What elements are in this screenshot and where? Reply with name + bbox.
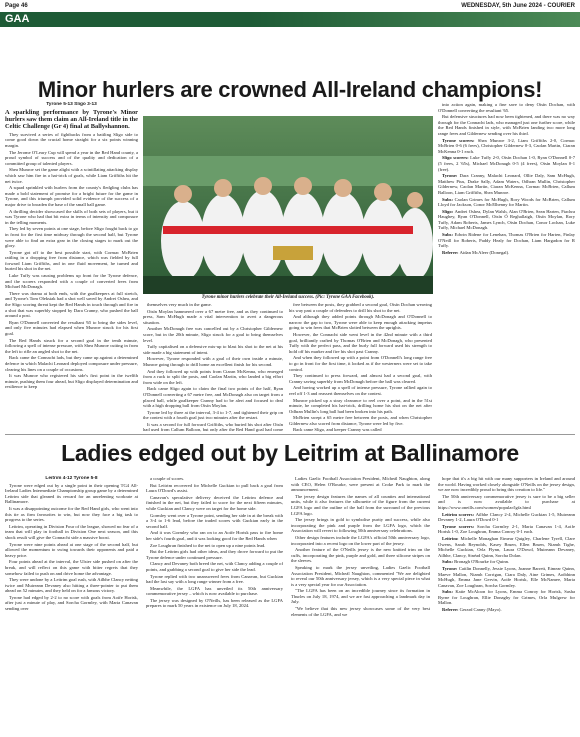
paragraph: Clancy and Devaney both breed the net, with Clancy adding a couple of points, and grabbing a second goal to give her side the lead.: [146, 561, 283, 572]
lineup-entry: [438, 536, 575, 558]
paragraph: The 50th anniversary commemorative jersey is sure to be a big seller and is now available to purchase at https://www.oneills.com/women/popular/lgfa.html: [438, 493, 575, 510]
paragraph: A squad sprinkled with hurlers from the county's fledgling clubs has made a bold statement of promise for a bright future for the game in Tyrone, and this triumph provided solid evidence of the success of a major drive to broaden the base of the small ball game.: [5, 185, 138, 207]
celebration-photo-image: [143, 116, 433, 294]
section-label: GAA: [5, 13, 30, 25]
paragraph: They survived a series of fightbacks from a battling Sligo side to come good down the crucial home straight for a six points winning margin.: [5, 131, 138, 148]
paragraph: It was a second for full forward Griffiths, who buried his shot after Oisín had used from Callum Balloon, but only after the Red Hand goal had come: [143, 421, 283, 433]
section-banner: [0, 12, 580, 27]
paragraph: It was a disappointing outcome for the Red Hand girls, who went into this tie as firm favourites to win, but now they face a big task to progress to the series.: [5, 505, 138, 523]
lineup-text: Caitlin Donnelly, Jessie Lyons, Joanne Barrett, Eimear Quinn, Maeve Mallon, Niamh Corrigan, Ciara Daly, Aine Grimes, Aoibhinn McHugh, Emma Jane Gervin, Aoife Horisk, Elle McNamee, Maria Canavan, Zoe Loughran, Sorcha Gormley.: [438, 565, 575, 588]
lineup-text: Dara Cranny, Malachi Leonard, Ollie Daly, Sam McHugh, Matthew Pius, Drake Sally, Adam Waters, Odhran Mullin, Christopher Gildernew, Caolan Martin, Ciaran McKenna, Cormac McBrien, Callum Balloon, Liam Griffiths, Shea Munroe.: [438, 173, 575, 195]
paragraph: And although they added points through McDonagh and O'Donnell to narrow the gap to two, Tyrone were able to keep enough attacking impetus going to win frees that McBrien slotted between the uprights.: [289, 314, 432, 331]
paragraph: Back came the Connacht lads, but they came up against a determined defence in which Malachi Leonard deployed composure under pressure, clearing his lines on a couple of occasions.: [5, 355, 138, 372]
lineup-label: Sligo:: [442, 208, 455, 214]
lineup-label: Tyrone:: [442, 565, 459, 571]
lineup-label: Sligo scorers:: [442, 155, 471, 161]
lineup-entry: [438, 197, 575, 208]
lineup-text: Caolan Grimes for McHugh, Rory Woods for McBrien, Callum Lloyd for Jackson, Conor McElhenny for Martin.: [438, 196, 575, 208]
paragraph: hope that it's a big hit with our many supporters in Ireland and around the world. Having worked closely alongside O'Neills on the jersey design, we are now incredibly proud to bring this creation to life.": [438, 476, 575, 493]
lineup-text: Katie McAloon for Lyons, Emma Conroy for Horisk, Sasha Byrne for Loughran, Ellie Donaghy for Grimes, Orla Mulgrew for Mallon.: [438, 589, 575, 606]
paragraph: Tyrone got off to the best possible start, with Cormac McBrien rattling in a dropping free from distance, which was fielded by full forward Liam Griffiths, and in one fluid movement, he turned and buried his shot in the net.: [5, 249, 138, 272]
paragraph: But the Leitrim girls had other ideas, and they drove forward to put the Tyrone defence under continued pressure.: [146, 549, 283, 560]
paragraph: But defensive structures had now been tightened, and there was no way through for the Connacht lads, who managed just one further score, while the Red Hands finished in style, with McBrien landing two more long range frees and Gildernew sending over his third.: [438, 114, 575, 136]
masthead: [0, 0, 580, 11]
paragraph: free between the posts, they grabbed a second goal, Oisín Dochan weaving his way past a couple of defenders to drill his shot to the net.: [289, 302, 432, 313]
lineup-text: Edwin Ridene for Lenehan, Thomas O'Brien for Harten, Finlay O'Neill for Roberts, Paddy Healy for Dochan, Liam Hargadon for R Tuffy.: [438, 232, 575, 249]
paragraph: The jersey was designed by O'Neills, has been released as the LGFA prepares to mark 50 years in existence on July 18, 2024.: [146, 597, 283, 609]
lineup-text: Ailbhe Clancy 2-4, Michelle Guckian 1-5, Muireann Devaney 1-2, Laura O'Dowd 0-1: [438, 511, 575, 523]
paragraph: However, Tyrone responded with a goal of their own inside a minute, Munroe going through to drill home an excellent finish for his second.: [143, 356, 283, 367]
lineup-label: Tyrone scorers:: [442, 137, 478, 143]
lineup-entry: [438, 607, 575, 613]
story-divider: [5, 434, 575, 435]
lineup-entry: [438, 512, 575, 523]
paragraph: A thrilling decider showcased the skills of both sets of players, but it was Tyrone who had that bit extra in terms of intensity and composure in the telling moments.: [5, 208, 138, 225]
paragraph: Zoe Loughran finished to the net to open up a nine points lead.: [150, 542, 266, 548]
paragraph: The Red Hands struck for a second goal in the tenth minute, following a spell of intense pressure, with Shea Munroe cutting in from the left to rifle an angled shot to the net.: [5, 337, 138, 354]
lineup-entry: [438, 232, 575, 249]
lineup-entry: [438, 559, 575, 565]
paragraph: Tyrone were nine points ahead at one stage of the second half, but allowed the momentum to swing towards their opponents and paid a heavy price.: [5, 541, 138, 558]
paragraph: Tyrone were edged out by a single point in their opening TG4 All-Ireland Ladies Intermediate Championship group game by a determined Leitrim side that gleaned its reward for an unrelenting workrate at Ballinamore.: [5, 482, 138, 505]
lineup-text: Michelle Monaghan Eimear Quigley, Charlene Tyrell, Clare Owens, Sarah Reynolds, Kasey Bruen, Ellen Bruen, Niamh Tighe, Michelle Guckian, Orla Flynn, Laura O'Dowd, Muireann Devaney, Ailbhe, Clancy, Sinéad Quinn, Sorcha Dolan.: [438, 535, 575, 558]
lineup-label: Tyrone scorers:: [442, 523, 478, 529]
paragraph: Tyrone replied with two unanswered frees from Canavan, but Guckian had the last say with a long range winner from a free.: [146, 573, 283, 585]
paragraph: a couple of scores.: [150, 476, 185, 481]
paragraph: Other design features include the LGFA's official 50th anniversary logo, incorporated into a recent logo on the lower part of the jersey.: [291, 534, 430, 546]
lineup-text: Luke Tuffy 2-0, Oisín Dochan 1-0, Ryan O'Donnell 0-7 (5 frees, 2 '65s), Michael McDonagh 0-5 (4 frees), Oisín Moylan 0-1 (free).: [438, 155, 575, 172]
story1-column-2: [143, 302, 283, 434]
lineup-label: Leitrim:: [442, 535, 461, 541]
paragraph: themselves very much in the game.: [147, 302, 212, 307]
paragraph: into action again, making a fine save to deny Oisín Dochan, with O'Donnell converting the resultant '65.: [438, 102, 575, 113]
paragraph: Tuffy capitalised on a defensive mix-up to blast his shot to the net at his side made a big statement of intent.: [143, 344, 283, 355]
team-photo: [143, 116, 433, 294]
paragraph: Luke Tuffy was causing problems up front for the Tyrone defence, and the scorers responded with a couple of converted frees from Michael McDonagh.: [5, 273, 138, 290]
paragraph: Four points ahead at the interval, the Ulster side pushed on after the break, and will reflect on this game with bitter regrets that they somehow failed to push on and drive home the advantage.: [5, 559, 138, 576]
paragraph: Munroe picked up a stray clearance to reel over a point, and in the 51st minute, he completed his hat-trick, drilling home his shot on the net after Odhran Mullin's long ball had been broken into his path.: [289, 397, 432, 414]
lineup-text: Andrei Oshea, Dylan Walsh, Alan O'Brien, Sean Harten, Fiachra Haughey, Ryan O'Donnell, Oisín Ó Reghallaigh, Oisín Moylan, Rory Tuffy, Adam Roberts, James Lynch, Oisín Dochan, Conor Lochan, Luke Tuffy, Michael McDonagh.: [438, 208, 575, 231]
lineup-text: Bronagh O'Rourke for Quinn.: [454, 559, 510, 565]
paragraph: Another feature of the O'Neills jersey is the new knitted trim on the cuffs, incorporating the pink, purple and gold, and three silicone stripes on the sleeves.: [291, 547, 430, 564]
paragraph: "We believe that this new jersey showcases some of the very best elements of the LGFA, and we: [291, 606, 430, 617]
paragraph: It was Munroe who registered his side's first point in the twelfth minute, pushing them four ahead, but Sligo displayed determination and resilience to keep: [5, 373, 138, 390]
lineup-entry: [438, 589, 575, 606]
story1-lede: A sparkling performance by Tyrone's Minor hurlers saw them claim an All-Ireland title in the Celtic Challenge (Gr 4) final at Ballyshannon.: [5, 108, 138, 131]
paragraph: However, the Connacht side went level in the 42nd minute with a third goal, brilliantly crafted by Thomas O'Brien and McDonagh, who presented Tuffy with the perfect pass, and the burly full forward used his strength to hold off his marker and fire his shot past Cranny.: [289, 331, 432, 354]
paragraph: Ladies Gaelic Football Association President, Mícheál Naughton, along with CEO, Helen O'Rourke, were present at Croke Park to mark the announcement.: [291, 476, 430, 493]
paragraph: But Leitrim recovered for Michelle Guckian to pull back a goal from Laura O'Dowd's assist.: [146, 482, 283, 494]
story2-column-2: [146, 476, 283, 734]
page-number: Page 46: [5, 2, 28, 9]
story1-column-4: [438, 102, 575, 432]
paragraph: Oisín Moylan hammered over a 67 metre free, and as they continued to press, Sam McHugh made a vital intervention to avert a dangerous situation.: [143, 308, 283, 325]
story2-column-4: [438, 476, 575, 734]
lineup-entry: [438, 138, 575, 155]
paragraph: And they followed up with points from Ciaran McKenna, who emerged from a ruck to split the posts, and Caolan Martin, who landed a big effort from wide on the left.: [143, 368, 283, 385]
paragraph: They were undone by a Leitrim goal rush, with Ailbhe Clancy netting twice and Muireann Devaney also hitting a three-pointer to put them ahead on 52 minutes, and they held on for a famous victory.: [5, 577, 138, 594]
paragraph: Back came Sligo again to claim the final two points of the half, Ryan O'Donnell converting a 67 metre free, and McDonagh also on target from a placed ball, while goalkeeper Cranny had to be alert and focused to deal with a high dropping ball from Oisín Moylan.: [143, 386, 283, 409]
lineup-entry: [438, 566, 575, 588]
paragraph: Speaking to mark the jersey unveiling, Ladies Gaelic Football Association President, Mícheál Naughton, commented "We are delighted to reveal our 50th anniversary jersey, which is a very special piece in what is a very special year for our Association.: [291, 564, 430, 587]
paragraph: Canavan's speculative delivery deceived the Leitrim defence and finished in the net, but they failed to score for the next fifteen minutes, while Guckian and Clancy were on target for the home side.: [146, 494, 283, 511]
paragraph: Tyrone had edged by 2-2 to no score with goals from Aoife Horisk, after just a minute of play, and Sorcha Gormley, with Maria Canavan sending over: [5, 594, 138, 612]
story2-column-1: [5, 476, 138, 734]
paragraph: Ryan O'Donnell converted the resultant '65 to bring the sides level, and only five minutes had elapsed when Munroe struck for his first goal.: [5, 319, 138, 336]
lineup-label: Subs:: [442, 589, 456, 595]
paragraph: The Jerome O'Leary Cup will spend a year in the Red Hand county, a proud symbol of success and of the quality and dedication of a committed group of talented players.: [5, 149, 138, 166]
story1-column-1: [5, 102, 138, 432]
paragraph: McBrien swept a 65 metre free between the posts, and when Christopher Gildernew also scored from distance, Tyrone were led by five.: [289, 415, 432, 426]
lineup-label: Subs:: [442, 196, 455, 202]
story1-scoreline: Tyrone 5-13 Sligo 3-13: [46, 102, 97, 107]
lineup-label: Tyrone:: [442, 173, 460, 179]
paragraph: The jersey brings in gold to symbolise purity and success, while also incorporating the pink and purple from the LGFA logo, which the Association will revert to following 50th anniversary celebrations.: [291, 517, 430, 534]
paragraph: Tyrone led by three at the interval, 3-4 to 1-7, and tightened their grip on the contest with a fourth goal just two minutes after the restart.: [143, 409, 283, 421]
story2-scoreline: Leitrim 4-12 Tyrone 5-8: [45, 476, 98, 481]
paragraph: The jersey design features the names of all counties and international units, while it also features the silhouette of the figure from the current LGFA logo and the outline of the ball from the surround of the previous LGFA logo.: [291, 493, 430, 516]
lineup-label: Leitrim scorers:: [442, 511, 476, 517]
lineup-entry: [438, 524, 575, 535]
lineup-label: Referee:: [442, 607, 460, 613]
lineup-label: Subs:: [442, 559, 455, 565]
lineup-text: Sorcha Gormley 2-1, Maria Canavan 1-4, Aoife Horisk 1-0, Zoe Loughran, Emma Conroy 0-1 each.: [438, 523, 575, 535]
lineup-entry: [438, 209, 575, 231]
issue-date: WEDNESDAY, 5th June 2024 - COURIER: [461, 2, 575, 9]
paragraph: And having worked up a spell of intense pressure, Tyrone rallied again to reel off 1-3 and reassert themselves on the contest.: [289, 385, 432, 396]
story2-headline: Ladies edged out by Leitrim at Ballinamore: [61, 440, 519, 466]
lineup-entry: [438, 250, 575, 256]
paragraph: And it was Gormley who ran on to an Aoife Horisk pass to fire home her side's fourth goal, and it was looking good for the Red Hands when: [146, 530, 283, 541]
lineup-text: Gerard Canny (Mayo).: [459, 607, 502, 613]
paragraph: Another McDonagh free was cancelled out by a Christopher Gildernew score, but in the 20th minute, Sligo struck for a goal to bring themselves level.: [143, 326, 283, 343]
photo-caption: Tyrone minor hurlers celebrate their All-Ireland success. (Pic: Tyrone GAA Facebook).: [201, 295, 375, 300]
lineup-entry: [438, 155, 575, 172]
paragraph: They led by seven points at one stage, before Sligo fought back to go in front for the first time midway through the second half, but Tyrone were able to find an extra gear in the closing stages to mark out the glory.: [5, 226, 138, 249]
lineup-text: Shea Munroe 3-2, Liam Griffiths 2-0, Cormac McBrien 0-6 (6 frees), Christopher Gildernew 0-3, Caolan Martin, Ciaran McKenna 0-1 each.: [438, 137, 575, 154]
lineup-label: Subs:: [442, 232, 455, 238]
paragraph: Meanwhile, the LGFA has unveiled its 50th anniversary commemorative jersey – which is now available to purchase.: [146, 585, 283, 597]
story1-headline: Minor hurlers are crowned All-Ireland champions!: [37, 77, 543, 102]
lineup-text: Aidan McAleer (Donegal).: [459, 249, 510, 255]
paragraph: And when they followed up with a point from O'Donnell's long range free to go in front for the first time, it looked as if the westerners were set to take control.: [289, 355, 432, 372]
paragraph: There was drama at both ends, with the goalkeepers at full stretch, and Tyrone's Tom Oleksiak had a shot well saved by Andrei Oshea, and the Sligo scoring threat kept the Red Hands in touch through and fire in a shot that was superbly stopped by Dara Cranny, who pushed the ball around a post.: [5, 290, 138, 319]
paragraph: "The LGFA has been on an incredible journey since its formation in Thurles on July 18, 1974, and we are fast approaching a landmark day in July.: [291, 588, 430, 605]
lineup-label: Referee:: [442, 249, 460, 255]
paragraph: Shea Munroe set the game alight with a scintillating attacking display which saw him fire in a hat-trick of goals, while Liam Griffiths hit the net twice.: [5, 167, 138, 184]
lineup-entry: [438, 173, 575, 195]
paragraph: Back came Sligo, and keeper Cranny was called: [293, 427, 382, 433]
paragraph: They continued to press forward, and almost had a second goal, with Cranny saving superbly from McDonagh before the ball was cleared.: [289, 373, 432, 384]
story1-column-3: [289, 302, 432, 434]
story2-column-3: [291, 476, 430, 734]
paragraph: Gormley went over a Tyrone point, sending her side in at the break with a 3-4 to 1-6 lead, before the traded scores with Guckian early in the second half.: [146, 512, 283, 529]
paragraph: Leitrim, operating in Division Four of the league, showed no fear of a team that will play in football in Division One next season, and this shock result will give the Connacht side a massive boost.: [5, 523, 138, 540]
